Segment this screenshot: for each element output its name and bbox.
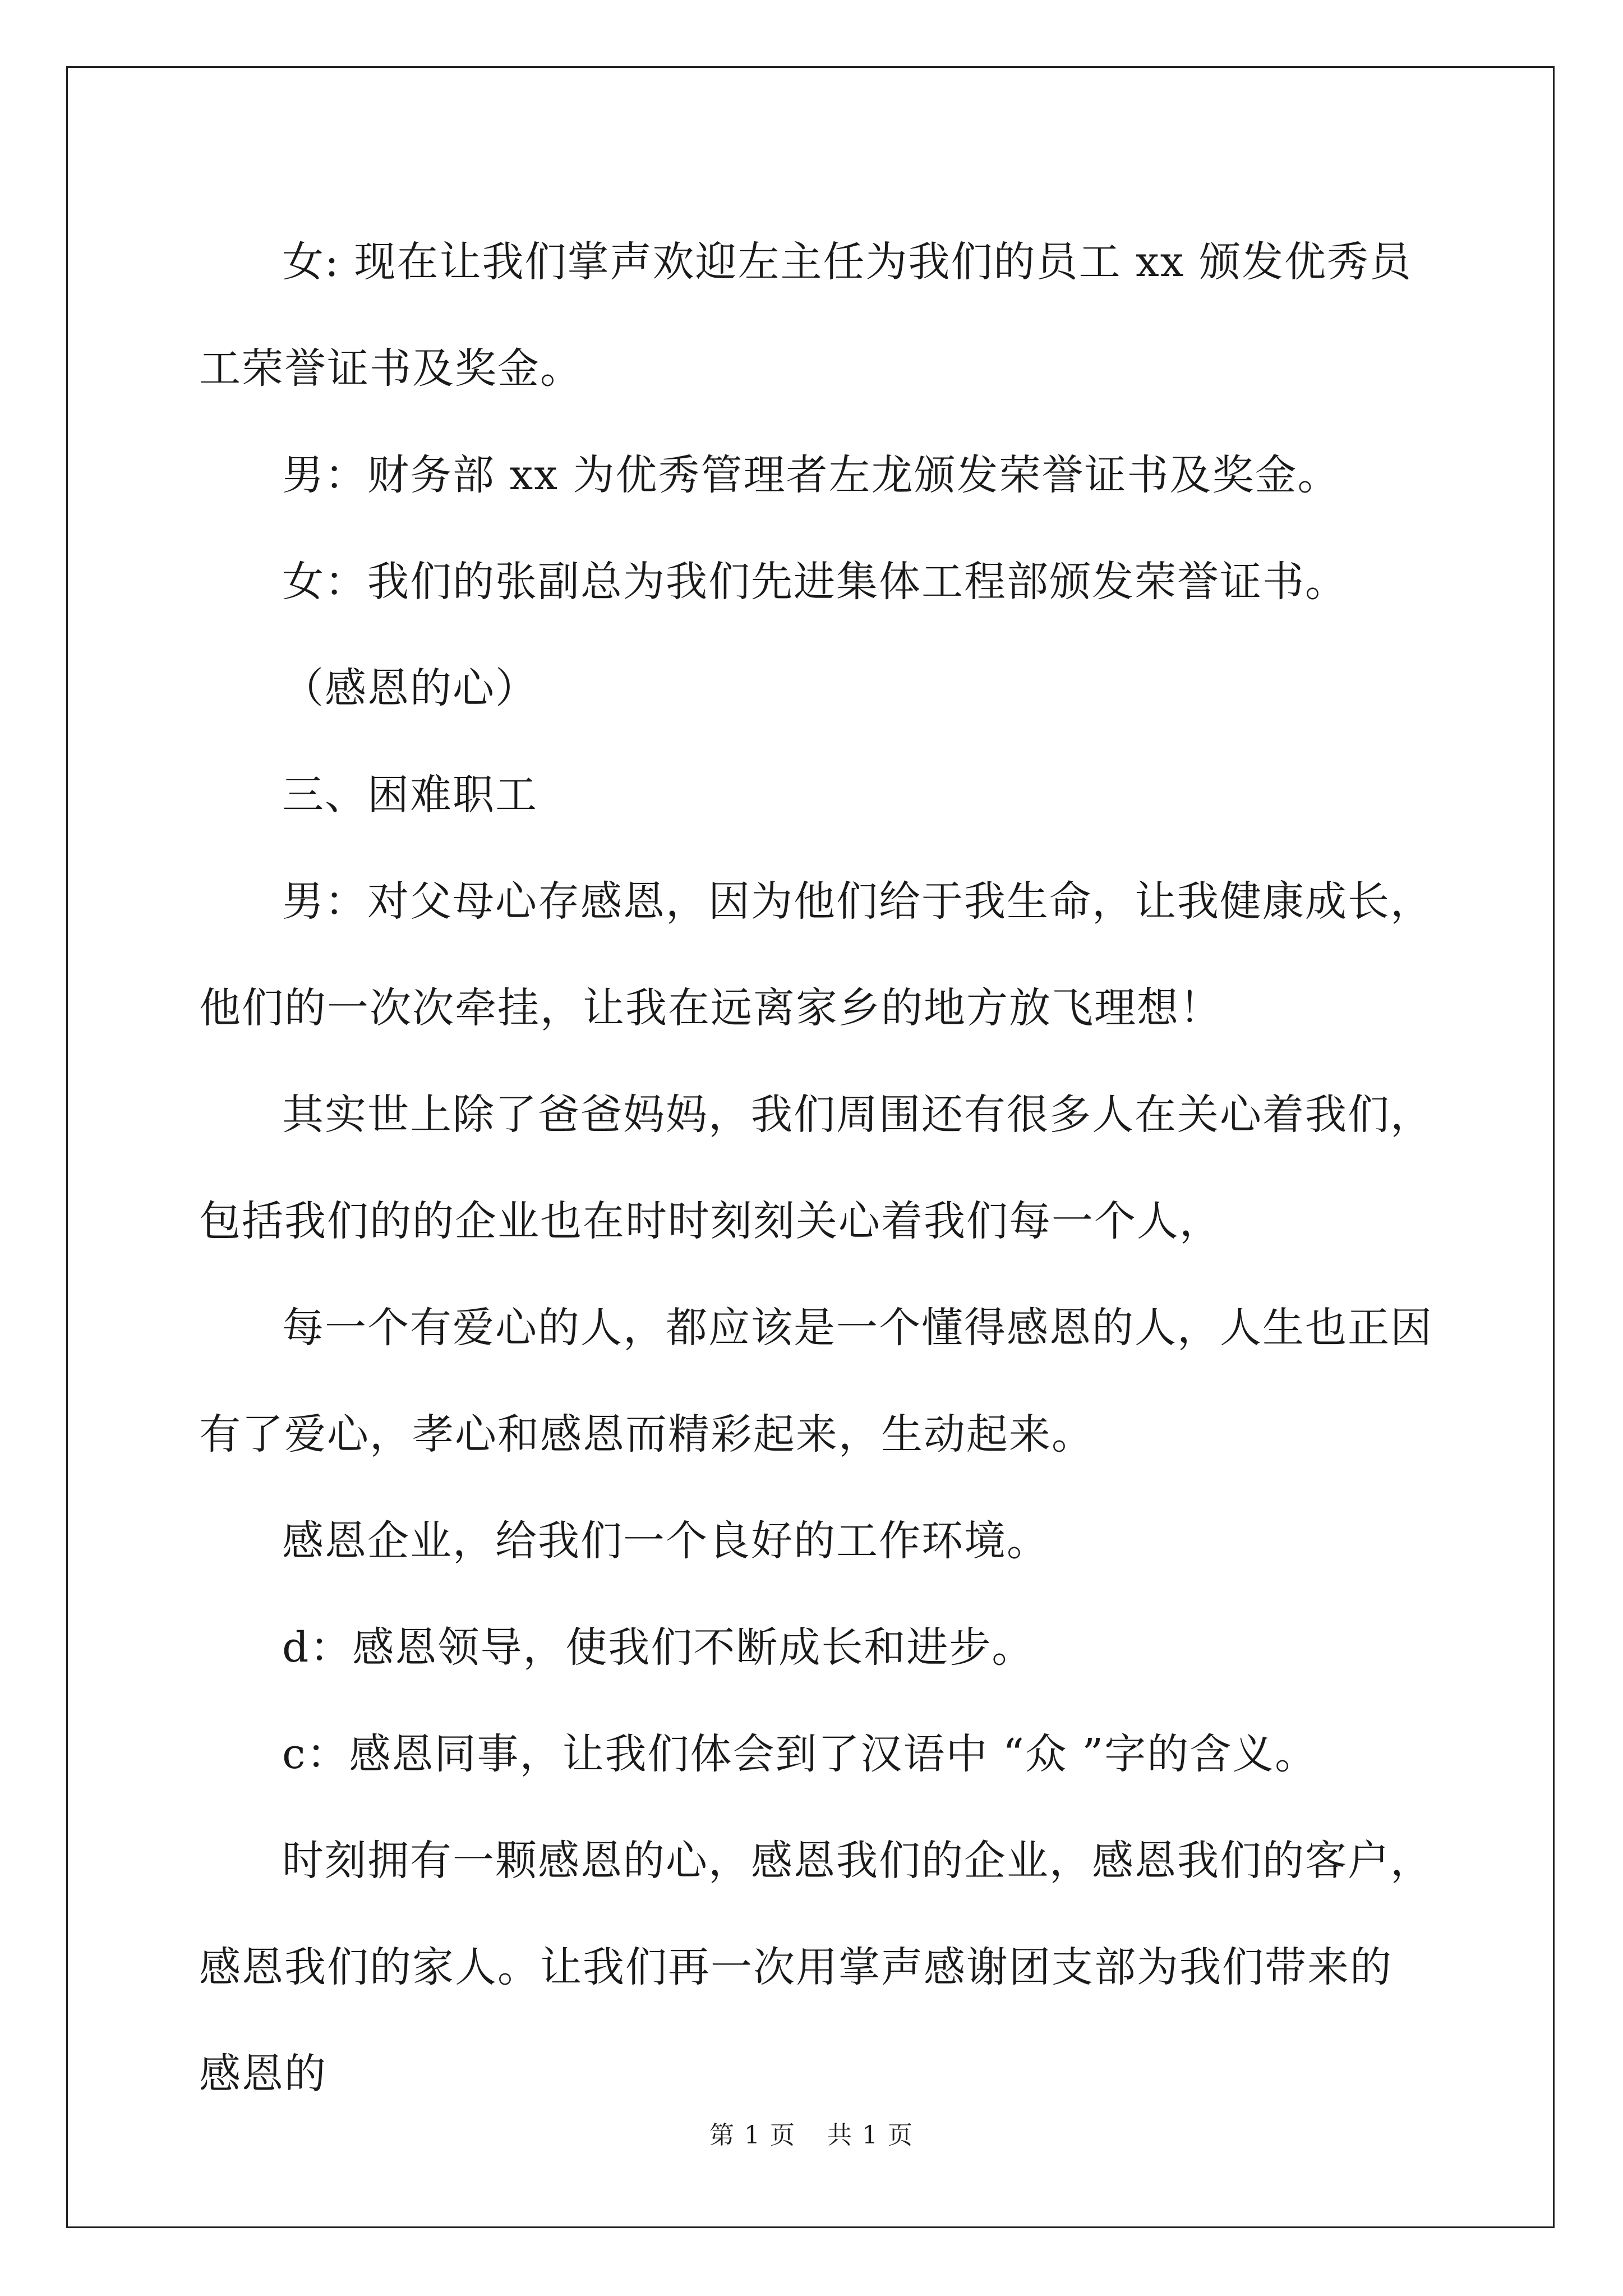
paragraph-loving-heart: 每一个有爱心的人，都应该是一个懂得感恩的人，人生也正因有了爱心，孝心和感恩而精彩起来，生动起来。: [199, 1304, 1433, 1458]
paragraph-song-title: （感恩的心）: [282, 664, 538, 712]
paragraph-thank-company: 感恩企业，给我们一个良好的工作环境。: [282, 1517, 1049, 1565]
paragraph-award-collective: 女：我们的张副总为我们先进集体工程部颁发荣誉证书。: [282, 558, 1348, 606]
paragraph-thank-colleagues: c：感恩同事，让我们体会到了汉语中 “众 ”字的含义。: [282, 1730, 1318, 1778]
page-number: 第 1 页: [709, 2121, 796, 2150]
page-total: 共 1 页: [827, 2121, 914, 2150]
paragraph-grateful-heart: 时刻拥有一颗感恩的心，感恩我们的企业，感恩我们的客户，感恩我们的家人。让我们再一次用掌声感谢团支部为我们带来的感恩的: [199, 1837, 1433, 2098]
paragraph-parents: 男：对父母心存感恩，因为他们给于我生命，让我健康成长，他们的一次次牵挂，让我在远离家乡的地方放飞理想！: [199, 877, 1433, 1032]
document-body: [199, 209, 1433, 2127]
page-footer: [0, 2115, 1623, 2151]
section-heading: 三、困难职工: [282, 771, 538, 819]
paragraph-others-care: 其实世上除了爸爸妈妈，我们周围还有很多人在关心着我们，包括我们的的企业也在时时刻刻关心着我们每一个人，: [199, 1091, 1433, 1245]
paragraph-thank-leaders: d：感恩领导，使我们不断成长和进步。: [282, 1623, 1035, 1672]
paragraph-award-manager: 男：财务部 xx 为优秀管理者左龙颁发荣誉证书及奖金。: [282, 451, 1340, 499]
paragraph-award-employee: 女: 现在让我们掌声欢迎左主任为我们的员工 xx 颁发优秀员工荣誉证书及奖金。: [199, 238, 1412, 393]
